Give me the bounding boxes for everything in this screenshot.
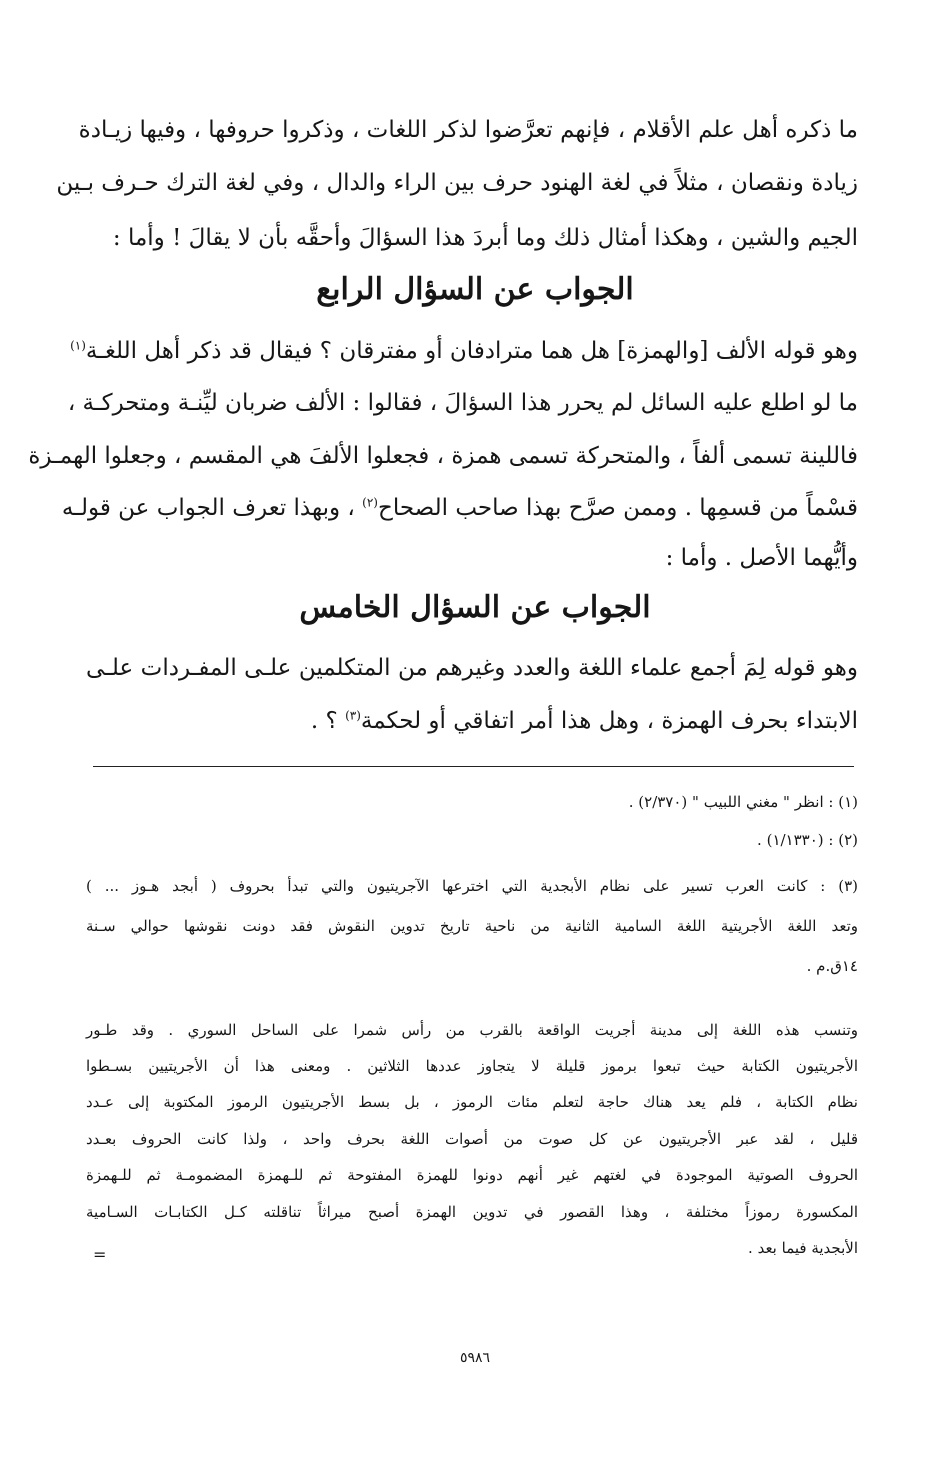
footnote-divider [93,766,854,767]
section-5-line-2 [86,703,858,739]
footnote-3-para-2-line-2: الأجريتيون الكتابة حيث تبعوا برموز قليلة لا يتجاوز عددها الثلاثين . ومعنى هذا أن الأجريتيين بسـطوا [86,1057,858,1075]
section-4-line-4-text-a: قسْماً من قسمِها . وممن صرَّح بهذا صاحب الصحاح [377,495,858,521]
page-number: ٥٩٨٦ [459,1350,491,1366]
footnote-ref-3: (٣) [345,708,361,723]
footnote-1: (١) : انظر " مغني اللبيب " (٢/٣٧٠) . [628,793,858,811]
footnote-3-para-2-line-6: المكسورة رموزاً مختلفة ، وهذا القصور في تدوين الهمزة أصبح ميراثاً تناقلته كـل الكتابـات السـامية [86,1203,858,1221]
footnote-3-para-2-line-1: وتنسب هذه اللغة إلى مدينة أجريت الواقعة بالقرب من رأس شمرا على الساحل السوري . وقد طـور [86,1021,858,1039]
footnote-ref-2: (٢) [362,495,378,510]
footnote-2: (٢) : (١/١٣٣٠) . [757,831,858,849]
intro-line-1: ما ذكره أهل علم الأقلام ، فإنهم تعرَّضوا لذكر اللغات ، وذكروا حروفها ، وفيها زيـادة [78,117,858,143]
footnote-ref-1: (١) [70,338,86,353]
section-5-line-1: وهو قوله لِمَ أجمع علماء اللغة والعدد وغيرهم من المتكلمين علـى المفـردات علـى [86,655,858,681]
footnote-3-para-2-line-4: قليل ، لقد عبر الأجريتيون عن كل صوت من أصوات اللغة بحرف واحد ، ولذا كانت الحروف بعـدد [86,1130,858,1148]
section-4-line-1 [70,333,858,369]
footnote-3-line-3: ١٤ق.م . [806,957,858,975]
intro-line-3: الجيم والشين ، وهكذا أمثال ذلك وما أبردَ هذا السؤالَ وأحقَّه بأن لا يقالَ ! وأما : [112,225,858,251]
section-5-heading: الجواب عن السؤال الخامس [299,590,651,625]
footnote-3-line-1: (٣) : كانت العرب تسير على نظام الأبجدية التي اخترعها الآجريتيون والتي تبدأ بحروف ( أبجد هـوز ... ) [86,877,858,895]
section-4-line-4 [61,490,858,526]
section-4-line-1-text: وهو قوله الألف [والهمزة] هل هما مترادفان أو مفترقان ؟ فيقال قد ذكر أهل اللغـة [85,338,858,364]
section-4-heading: الجواب عن السؤال الرابع [316,272,634,307]
section-4-line-4-text-b: ، وبهذا تعرف الجواب عن قولـه [61,495,363,521]
footnote-3-para-2-line-5: الحروف الصوتية الموجودة في لغتهم غير أنهم دونوا للهمزة المفتوحة ثم للـهمزة المضمومـة ثم للـهمزة [86,1166,858,1184]
continuation-mark: = [93,1245,107,1264]
section-5-line-2-text-a: الابتداء بحرف الهمزة ، وهل هذا أمر اتفاقي أو لحكمة [360,708,858,734]
footnote-3-para-2-line-3: نظام الكتابة ، فلم يعد هناك حاجة لتعلم مئات الرموز ، بل بسط الأجريتيون الرموز المكتوبة إلى عـدد [86,1093,858,1111]
intro-line-2: زيادة ونقصان ، مثلاً في لغة الهنود حرف بين الراء والدال ، وفي لغة الترك حـرف بـين [56,170,858,196]
section-4-line-2: ما لو اطلع عليه السائل لم يحرر هذا السؤالَ ، فقالوا : الألف ضربان ليِّنـة ومتحركـة ، [67,390,858,416]
footnote-3-line-2: وتعد اللغة الأجريتية اللغة السامية الثانية من ناحية تاريخ تدوين النقوش فقد دونت نقوشها حوالي سـنة [86,917,858,935]
section-4-line-5: وأيُّهما الأصل . وأما : [665,545,858,571]
section-4-line-3: فاللينة تسمى ألفاً ، والمتحركة تسمى همزة ، فجعلوا الألفَ هي المقسم ، وجعلوا الهمـزة [28,443,858,469]
footnote-3-para-2-line-7: الأبجدية فيما بعد . [748,1239,858,1257]
section-5-line-2-text-b: ؟ . [310,708,346,734]
